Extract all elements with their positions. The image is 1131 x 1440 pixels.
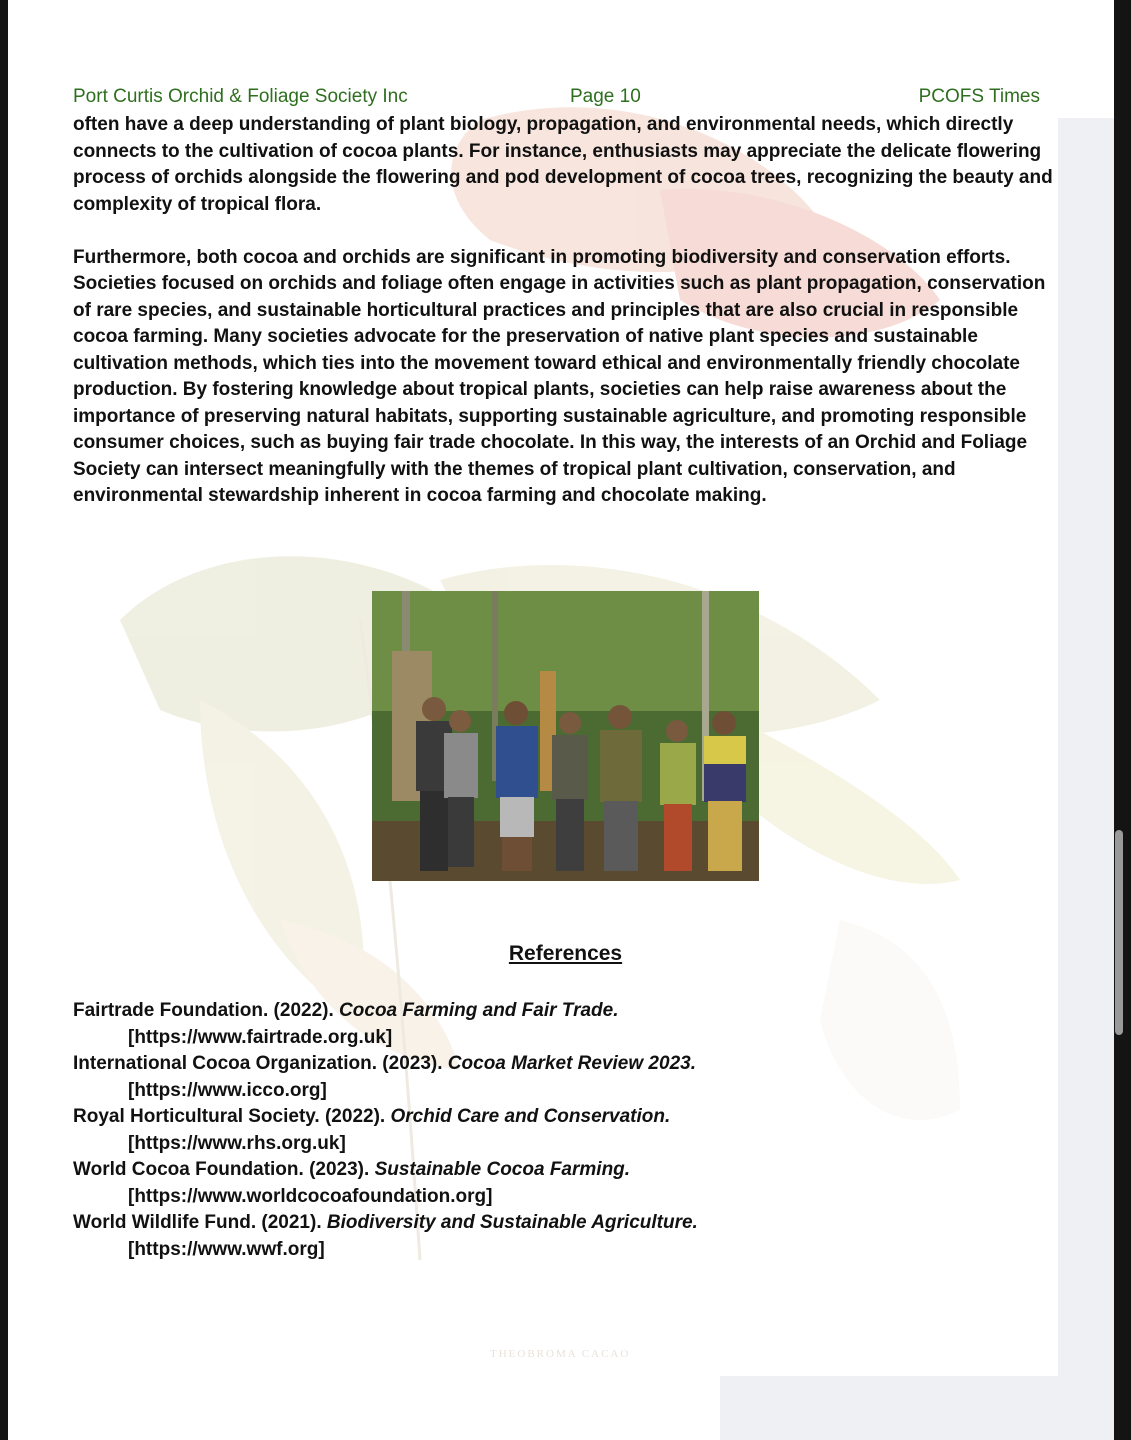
reference-title: Orchid Care and Conservation. xyxy=(390,1106,671,1127)
reference-url: [https://www.rhs.org.uk] xyxy=(128,1132,346,1154)
page-number: Page 10 xyxy=(570,86,641,107)
reference-url: [https://www.worldcocoafoundation.org] xyxy=(128,1185,493,1207)
reference-title: Sustainable Cocoa Farming. xyxy=(374,1159,631,1180)
farmers-photo xyxy=(372,591,759,881)
reference-author: Fairtrade Foundation. (2022). xyxy=(73,1000,334,1021)
reference-item xyxy=(73,1051,973,1104)
reference-author: International Cocoa Organization. (2023). xyxy=(73,1053,443,1074)
reference-url: [https://www.wwf.org] xyxy=(128,1238,325,1260)
reference-url: [https://www.fairtrade.org.uk] xyxy=(128,1026,393,1048)
references-list xyxy=(73,998,973,1263)
reference-title: Cocoa Market Review 2023. xyxy=(447,1053,696,1074)
article-body xyxy=(73,112,1058,510)
reference-author: Royal Horticultural Society. (2022). xyxy=(73,1106,386,1127)
reference-item xyxy=(73,998,973,1051)
reference-author: World Wildlife Fund. (2021). xyxy=(73,1212,322,1233)
window-edge-right xyxy=(1114,0,1131,1440)
newsletter-title: PCOFS Times xyxy=(918,86,1040,107)
reference-title: Biodiversity and Sustainable Agriculture. xyxy=(326,1212,698,1233)
reference-url: [https://www.icco.org] xyxy=(128,1079,327,1101)
paragraph: Furthermore, both cocoa and orchids are significant in promoting biodiversity and conservation efforts. Societies focused on orchids and foliage often engage in activities such as plant propagation, conservation of rare species, and sustainable horticultural practices and principles that are also crucial in responsible cocoa farming. Many societies advocate for the preservation of native plant species and sustainable cultivation methods, which ties into the movement toward ethical and environmentally friendly chocolate production. By fostering knowledge about tropical plants, societies can help raise awareness about the importance of preserving natural habitats, supporting sustainable agriculture, and promoting responsible consumer choices, such as buying fair trade chocolate. In this way, the interests of an Orchid and Foliage Society can intersect meaningfully with the themes of tropical plant cultivation, conservation, and environmental stewardship inherent in cocoa farming and chocolate making. xyxy=(73,246,1046,506)
reference-item xyxy=(73,1210,973,1263)
farmers-photo-illustration xyxy=(372,591,759,881)
background-watermark-label: THEOBROMA CACAO xyxy=(490,1348,631,1360)
page-gutter xyxy=(1058,118,1114,1440)
page-header xyxy=(73,86,1040,110)
reference-item xyxy=(73,1157,973,1210)
window-edge-left xyxy=(0,0,8,1440)
scrollbar-thumb[interactable] xyxy=(1115,830,1123,1035)
references-heading xyxy=(0,942,1131,966)
references-heading-text: References xyxy=(508,942,623,965)
reference-item xyxy=(73,1104,973,1157)
paragraph: often have a deep understanding of plant biology, propagation, and environmental needs, which directly connects to the cultivation of cocoa plants. For instance, enthusiasts may appreciate the delicate flowering process of orchids alongside the flowering and pod development of cocoa trees, recognizing the beauty and complexity of tropical flora. xyxy=(73,114,1053,215)
reference-title: Cocoa Farming and Fair Trade. xyxy=(339,1000,619,1021)
page-gutter-bottom xyxy=(720,1376,1114,1440)
society-name: Port Curtis Orchid & Foliage Society Inc xyxy=(73,86,408,107)
reference-author: World Cocoa Foundation. (2023). xyxy=(73,1159,370,1180)
